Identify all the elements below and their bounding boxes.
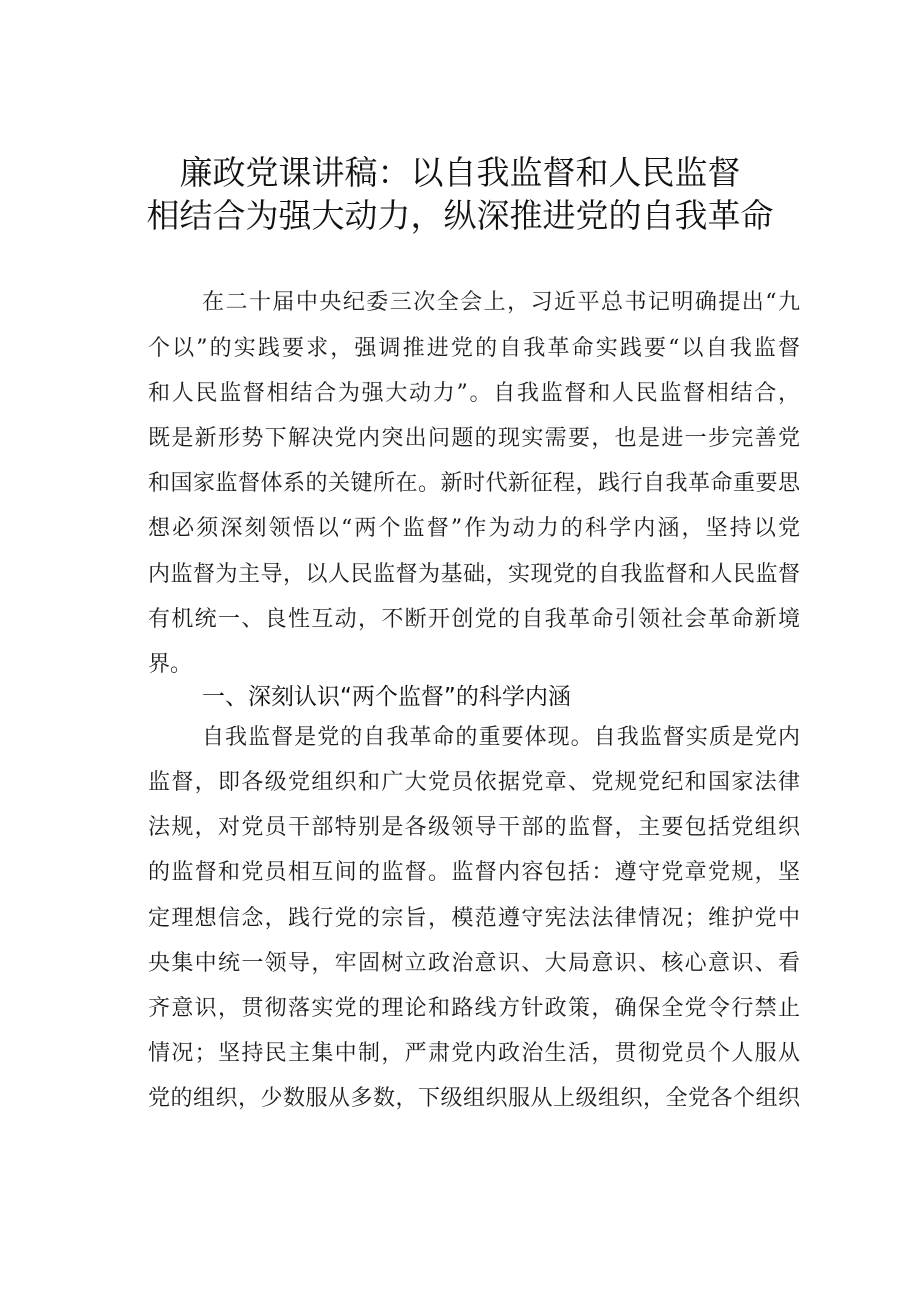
document-title-line-1: 廉政党课讲稿：以自我监督和人民监督 <box>179 153 741 192</box>
intro-line: 在二十届中央纪委三次全会上，习近平总书记明确提出“九 <box>202 290 800 315</box>
section-line: 定理想信念，践行党的宗旨，模范遵守宪法法律情况；维护党中 <box>148 906 800 931</box>
section-line: 齐意识，贯彻落实党的理论和路线方针政策，确保全党令行禁止 <box>148 996 800 1021</box>
intro-line: 界。 <box>148 652 193 677</box>
section-line: 党的组织，少数服从多数，下级组织服从上级组织，全党各个组织 <box>148 1086 800 1111</box>
section-line: 央集中统一领导，牢固树立政治意识、大局意识、核心意识、看 <box>148 951 800 976</box>
section-heading: 一、深刻认识“两个监督”的科学内涵 <box>202 684 571 710</box>
intro-line: 个以”的实践要求，强调推进党的自我革命实践要“以自我监督 <box>148 336 800 361</box>
section-line: 的监督和党员相互间的监督。监督内容包括：遵守党章党规，坚 <box>148 860 800 885</box>
section-line: 情况；坚持民主集中制，严肃党内政治生活，贯彻党员个人服从 <box>148 1041 800 1066</box>
intro-line: 有机统一、良性互动，不断开创党的自我革命引领社会革命新境 <box>148 607 800 632</box>
intro-line: 和国家监督体系的关键所在。新时代新征程，践行自我革命重要思 <box>148 471 800 496</box>
section-line: 自我监督是党的自我革命的重要体现。自我监督实质是党内 <box>202 725 800 750</box>
intro-line: 内监督为主导，以人民监督为基础，实现党的自我监督和人民监督 <box>148 562 800 587</box>
section-line: 监督，即各级党组织和广大党员依据党章、党规党纪和国家法律 <box>148 770 800 795</box>
section-line: 法规，对党员干部特别是各级领导干部的监督，主要包括党组织 <box>148 815 800 840</box>
document-title-line-2: 相结合为强大动力，纵深推进党的自我革命 <box>146 196 774 235</box>
intro-line: 想必须深刻领悟以“两个监督”作为动力的科学内涵，坚持以党 <box>148 516 800 541</box>
intro-line: 既是新形势下解决党内突出问题的现实需要，也是进一步完善党 <box>148 426 800 451</box>
intro-line: 和人民监督相结合为强大动力”。自我监督和人民监督相结合， <box>148 381 800 406</box>
